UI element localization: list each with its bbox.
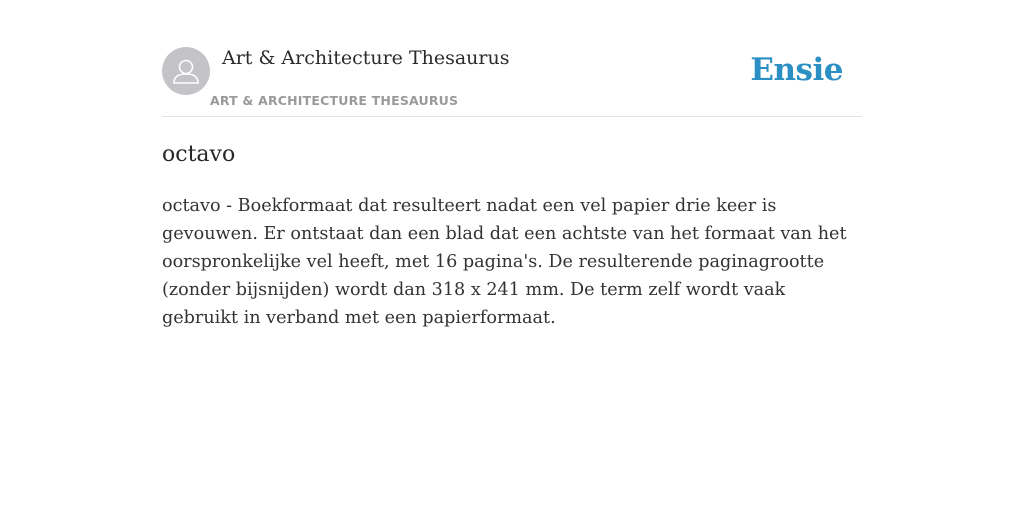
source-label[interactable]: ART & ARCHITECTURE THESAURUS [210,93,459,108]
entry-term: octavo [162,142,236,167]
ensie-logo[interactable]: Ensie [750,52,843,88]
user-icon [162,47,210,95]
entry-header [162,0,862,117]
source-title[interactable]: Art & Architecture Thesaurus [222,47,510,69]
avatar[interactable] [162,47,210,95]
entry-definition: octavo - Boekformaat dat resulteert nadat een vel papier drie keer is gevouwen. Er ontstaat dan een blad dat een achtste van het formaat van het oorspronkelijke vel heeft, met 16 pagina's. De resulterende paginagrootte (zonder bijsnijden) wordt dan 318 x 241 mm. De term zelf wordt vaak gebruikt in verband met een papierformaat. [162,196,847,328]
